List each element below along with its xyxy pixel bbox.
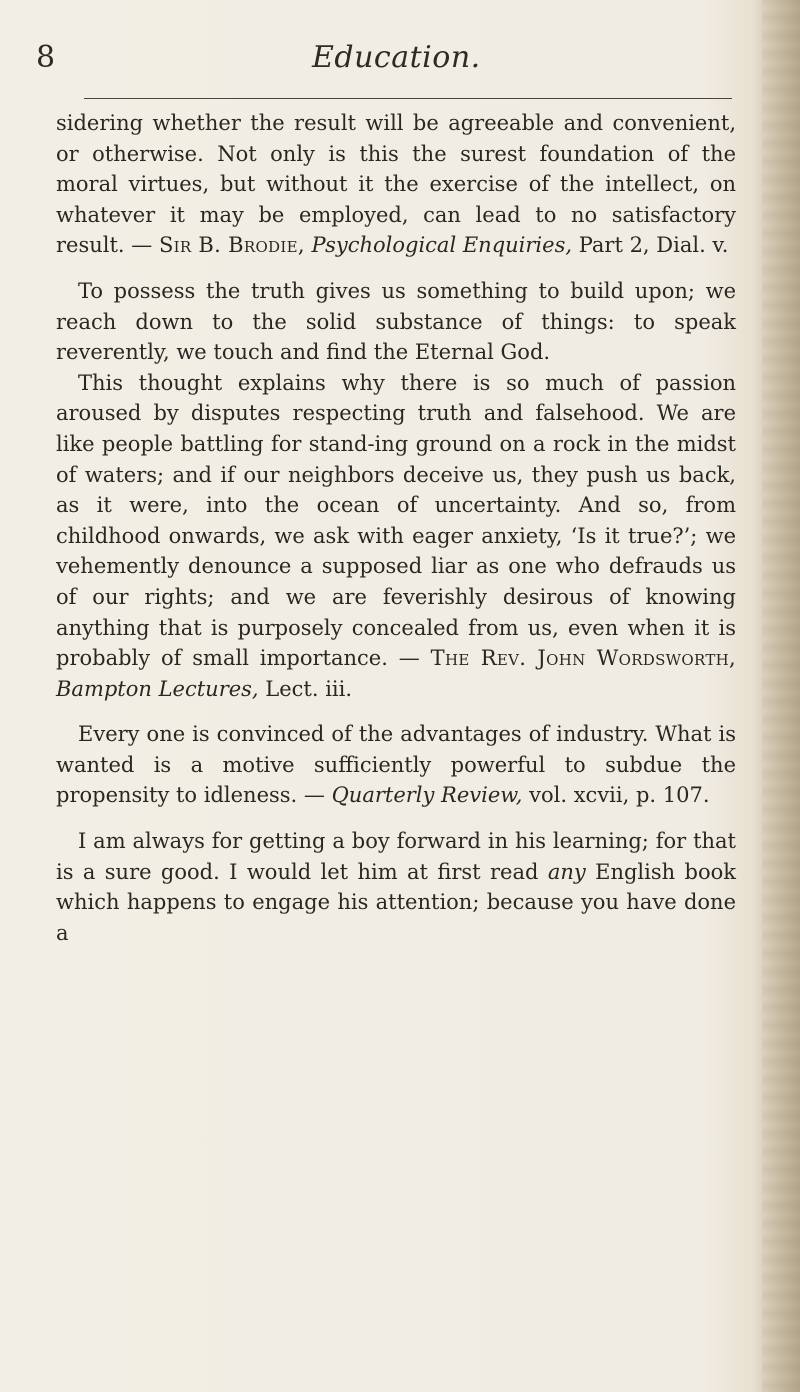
citation-reference: Part 2, Dial. v. — [572, 233, 729, 258]
citation-work: Bampton Lectures, — [56, 676, 259, 701]
paragraph-learning — [56, 826, 736, 948]
paragraph-text: I am always for getting a boy forward in his learning; for that is a sure good. I would let him at first read — [56, 829, 736, 884]
paragraph-text: Every one is convinced of the advantages of industry. What is wanted is a motive sufficiently powerful to subdue the propensity to idleness. — — [56, 722, 736, 808]
paragraph-truth — [56, 276, 736, 368]
body-text — [56, 108, 736, 948]
paragraph-text-continued: English book which happens to engage his attention; because you have done a — [56, 859, 736, 945]
paragraph-brodie-quote — [56, 108, 736, 261]
citation-reference: vol. xcvii, p. 107. — [522, 783, 710, 808]
paragraph-industry — [56, 719, 736, 811]
citation-work: Psychological Enquiries, — [311, 233, 573, 258]
header-rule — [84, 98, 732, 99]
page-number: 8 — [36, 40, 56, 75]
paragraph-text: sidering whether the result will be agreeable and convenient, or otherwise. Not only is this the surest foundation of the moral virtues, but without it the exercise of the intellect, on whatever it may be employed, can lead to no satisfactory result. — — [56, 111, 736, 258]
citation-work: Quarterly Review, — [331, 783, 523, 808]
running-title: Education. — [312, 40, 481, 75]
paragraph-wordsworth-quote — [56, 368, 736, 705]
citation-author: Sir B. Brodie, — [158, 233, 305, 258]
page-edge-shading — [762, 0, 800, 1392]
citation-author: The Rev. John Wordsworth, — [430, 646, 736, 671]
emphasized-word: any — [547, 859, 586, 884]
paragraph-text: This thought explains why there is so much of passion aroused by disputes respecting truth and falsehood. We are like people battling for stand-ing ground on a rock in the midst of waters; and if our neighbors deceive us, they push us back, as it were, into the ocean of uncertainty. And so, from childhood onwards, we ask with eager anxiety, ‘Is it true?’; we vehemently denounce a supposed liar as one who defrauds us of our rights; and we are feverishly desirous of knowing anything that is purposely concealed from us, even when it is probably of small importance. — — [56, 370, 736, 671]
citation-reference: Lect. iii. — [258, 676, 353, 701]
paragraph-text: To possess the truth gives us something to build upon; we reach down to the solid substance of things: to speak reverently, we touch and find the Eternal God. — [56, 278, 736, 365]
page-header — [36, 36, 726, 92]
